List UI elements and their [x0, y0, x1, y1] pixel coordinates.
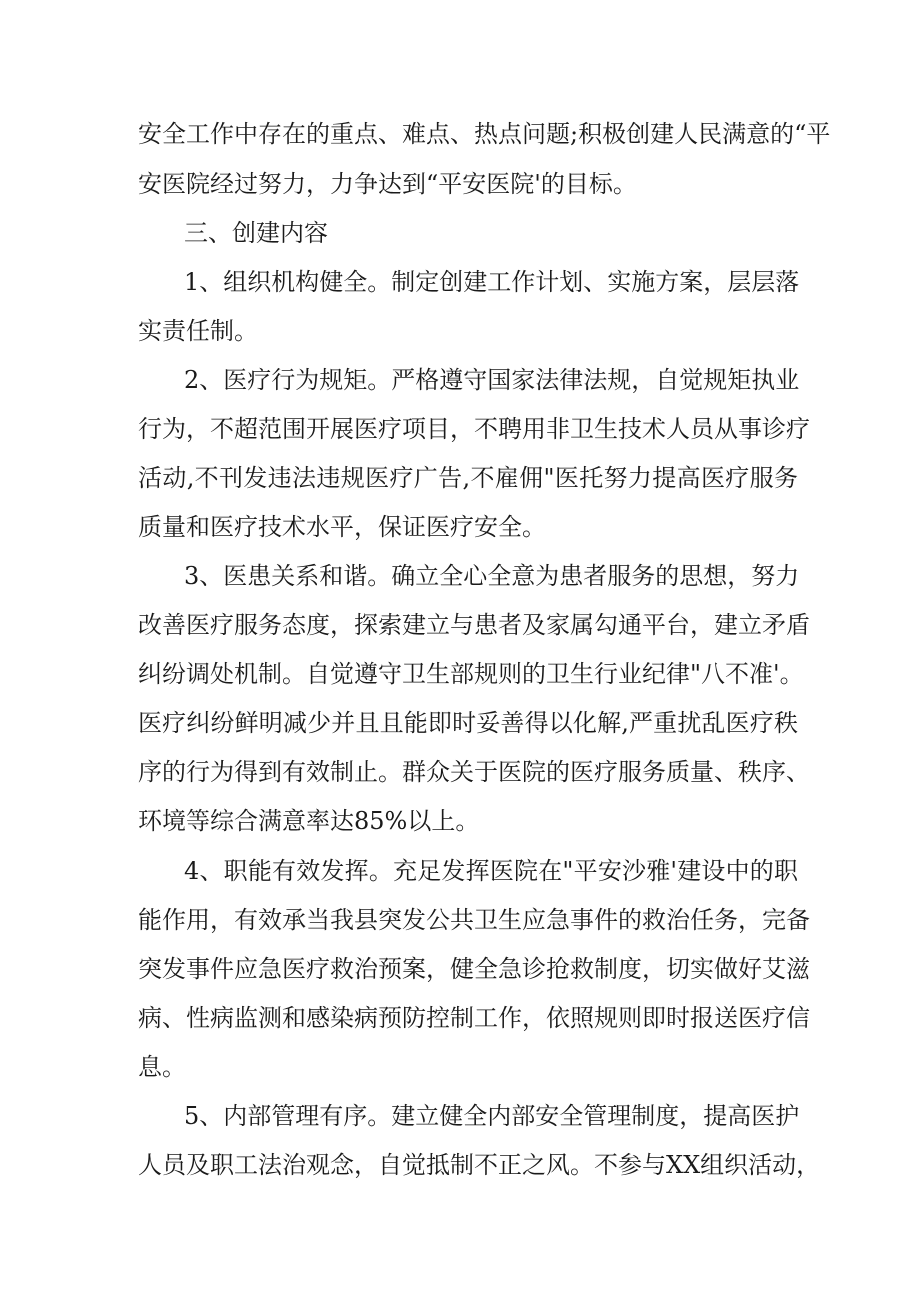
text-line: 突发事件应急医疗救治预案，健全急诊抢救制度，切实做好艾滋 — [138, 955, 810, 983]
text-line: 3、医患关系和谐。确立全心全意为患者服务的思想，努力 — [184, 562, 800, 590]
text-line: 行为，不超范围开展医疗项目，不聘用非卫生技术人员从事诊疗 — [138, 415, 810, 443]
text-line: 息。 — [138, 1053, 186, 1081]
text-line: 5、内部管理有序。建立健全内部安全管理制度，提高医护 — [184, 1102, 800, 1130]
section-heading: 三、创建内容 — [184, 219, 328, 247]
text-line: 实责任制。 — [138, 317, 258, 345]
text-line: 改善医疗服务态度，探索建立与患者及家属勾通平台，建立矛盾 — [138, 611, 810, 639]
text-line: 4、职能有效发挥。充足发挥医院在"平安沙雅'建设中的职 — [184, 857, 798, 885]
text-line: 安全工作中存在的重点、难点、热点问题;积极创建人民满意的“平 — [138, 120, 831, 148]
text-line: 人员及职工法治观念，自觉抵制不正之风。不参与XX组织活动， — [138, 1151, 821, 1179]
text-line: 医疗纠纷鲜明减少并且且能即时妥善得以化解,严重扰乱医疗秩 — [138, 709, 798, 737]
text-line: 环境等综合满意率达85%以上。 — [138, 807, 480, 835]
text-line: 病、性病监测和感染病预防控制工作，依照规则即时报送医疗信 — [138, 1004, 810, 1032]
text-line: 活动,不刊发违法违规医疗广告,不雇佣"医托努力提高医疗服务 — [138, 464, 798, 492]
text-line: 纠纷调处机制。自觉遵守卫生部规则的卫生行业纪律"八不准'。 — [138, 660, 804, 688]
text-line: 安医院经过努力，力争达到“平安医院'的目标。 — [138, 170, 637, 198]
text-line: 1、组织机构健全。制定创建工作计划、实施方案，层层落 — [184, 268, 800, 296]
text-line: 能作用，有效承当我县突发公共卫生应急事件的救治任务，完备 — [138, 906, 810, 934]
text-line: 2、医疗行为规矩。严格遵守国家法律法规，自觉规矩执业 — [184, 366, 800, 394]
text-line: 质量和医疗技术水平，保证医疗安全。 — [138, 513, 546, 541]
text-line: 序的行为得到有效制止。群众关于医院的医疗服务质量、秩序、 — [138, 758, 810, 786]
